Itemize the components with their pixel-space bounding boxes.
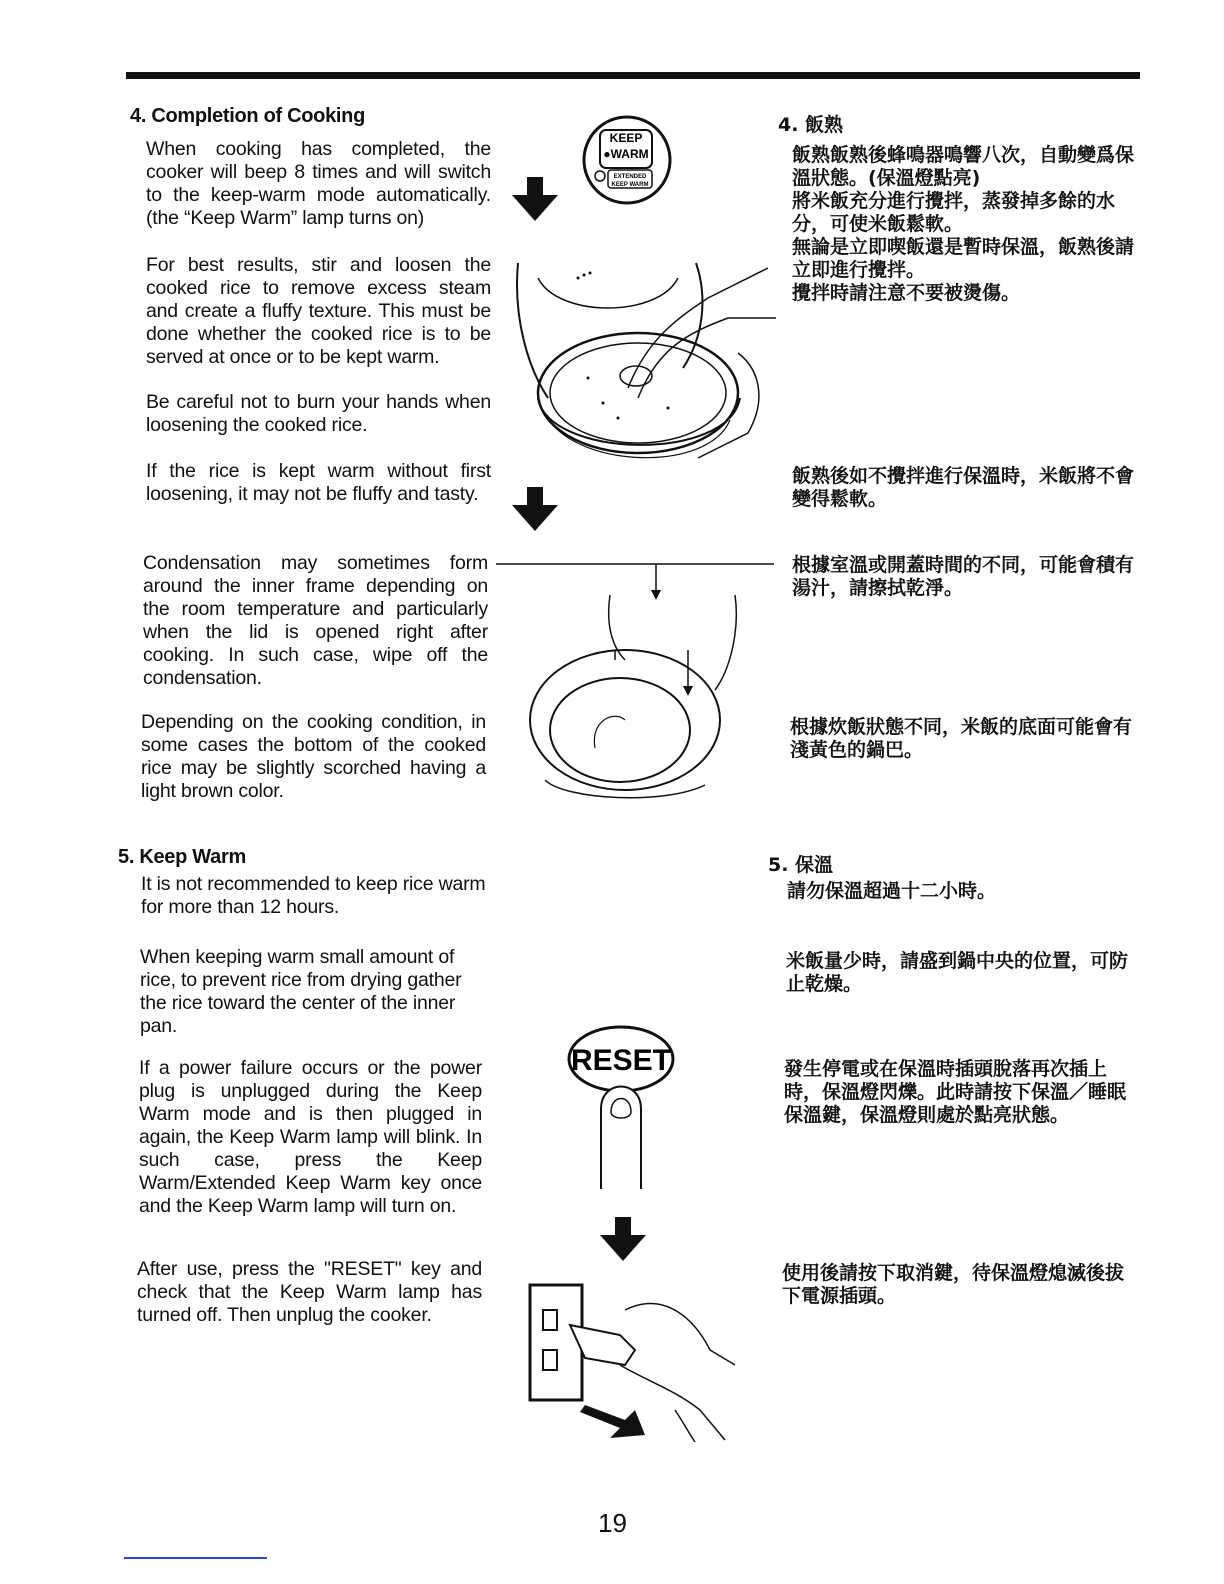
pull-out-arrow-icon: [580, 1405, 645, 1438]
unplug-illustration: [525, 1280, 740, 1445]
completion-paragraph-3: Be careful not to burn your hands when loosening the cooked rice.: [146, 391, 491, 436]
chinese-text-k3: 發生停電或在保溫時插頭脫落再次插上時，保溫燈閃爍。此時請按下保溫／睡眠保溫鍵，保溫燈則處於點亮狀態。: [784, 1058, 1127, 1126]
chinese-heading-completion: 4. 飯熟: [778, 114, 844, 136]
chinese-text-k2: 米飯量少時，請盛到鍋中央的位置，可防止乾燥。: [786, 950, 1129, 995]
chinese-text-c7: 根據炊飯狀態不同，米飯的底面可能會有淺黃色的鍋巴。: [790, 716, 1133, 761]
keep-warm-label-2: ●WARM: [603, 147, 649, 161]
keep-warm-label-1: KEEP: [609, 131, 643, 145]
chinese-text-c1: 飯熟飯熟後蜂鳴器鳴響八次，自動變爲保溫狀態。(保溫燈點亮): [792, 144, 1135, 189]
keep-warm-paragraph-1: It is not recommended to keep rice warm for more than 12 hours.: [141, 873, 486, 918]
completion-paragraph-5: Condensation may sometimes form around the inner frame depending on the room temperature and particularly when the lid is opened right after cooking. In such case, wipe off the condensation.: [143, 552, 488, 689]
keep-warm-paragraph-2: When keeping warm small amount of rice, to prevent rice from drying gather the rice toward the center of the inner pan.: [140, 946, 462, 1037]
keep-warm-paragraph-4: After use, press the "RESET" key and check that the Keep Warm lamp has turned off. Then unplug the cooker.: [137, 1258, 482, 1326]
down-arrow-icon: [510, 487, 560, 533]
chinese-text-c2: 將米飯充分進行攪拌，蒸發掉多餘的水分，可使米飯鬆軟。: [792, 190, 1116, 235]
open-cooker-illustration: [515, 590, 745, 810]
footer-rule: [124, 1557, 267, 1559]
top-rule: [126, 72, 1140, 79]
chinese-text-k1: 請勿保溫超過十二小時。: [787, 880, 997, 902]
section-heading-completion: 4. Completion of Cooking: [130, 105, 366, 127]
chinese-text-c6: 根據室溫或開蓋時間的不同，可能會積有湯汁，請擦拭乾淨。: [792, 554, 1135, 599]
keep-warm-label-4: KEEP WARM: [611, 182, 649, 188]
chinese-text-k4: 使用後請按下取消鍵，待保溫燈熄滅後拔下電源插頭。: [782, 1262, 1125, 1307]
completion-paragraph-2: For best results, stir and loosen the cooked rice to remove excess steam and create a fluffy texture. This must be done whether the cooked rice is to be served at once or to be kept warm.: [146, 254, 491, 368]
reset-button-illustration: [566, 1024, 681, 1194]
page-number: 19: [598, 1508, 627, 1538]
reset-label: RESET: [570, 1044, 672, 1077]
down-arrow-icon: [510, 177, 560, 223]
completion-paragraph-6: Depending on the cooking condition, in some cases the bottom of the cooked rice may be slightly scorched having a light brown color.: [141, 711, 486, 802]
section-heading-keep-warm: 5. Keep Warm: [118, 846, 246, 868]
stirring-rice-illustration: [508, 258, 783, 483]
chinese-heading-keep-warm: 5. 保溫: [768, 854, 834, 876]
keep-warm-paragraph-3: If a power failure occurs or the power plug is unplugged during the Keep Warm mode and is then plugged in again, the Keep Warm lamp will blink. In such case, press the Keep Warm/Extended Keep Warm key once and the Keep Warm lamp will turn on.: [139, 1057, 482, 1217]
completion-paragraph-4: If the rice is kept warm without first loosening, it may not be fluffy and tasty.: [146, 460, 491, 505]
down-arrow-icon: [598, 1217, 648, 1263]
completion-paragraph-1: When cooking has completed, the cooker will beep 8 times and will switch to the keep-warm mode automatically. (the “Keep Warm” lamp turns on): [146, 138, 491, 229]
chinese-text-c4: 攪拌時請注意不要被燙傷。: [792, 282, 1021, 304]
keep-warm-label-3: EXTENDED: [613, 174, 647, 180]
chinese-text-c5: 飯熟後如不攪拌進行保溫時，米飯將不會變得鬆軟。: [792, 465, 1135, 510]
chinese-text-c3: 無論是立即喫飯還是暫時保溫，飯熟後請立即進行攪拌。: [792, 236, 1135, 281]
keep-warm-button-illustration: [580, 112, 690, 212]
